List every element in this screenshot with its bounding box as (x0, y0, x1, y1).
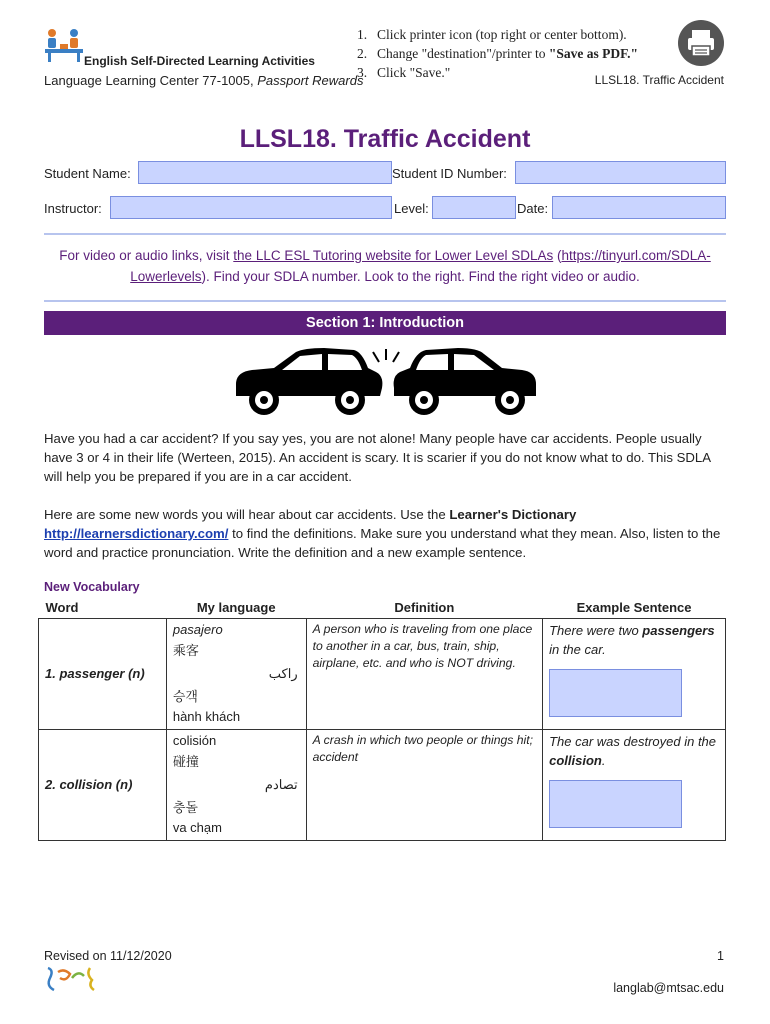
divider (44, 233, 726, 235)
llc-logo (44, 27, 84, 63)
arabic-translation: تصادم (264, 776, 298, 792)
header-right-label: LLSL18. Traffic Accident (594, 73, 724, 87)
korean-translation: 충돌 (172, 799, 198, 815)
vocabulary-table (38, 598, 726, 841)
divider (44, 300, 726, 302)
contact-email: langlab@mtsac.edu (613, 981, 724, 995)
chinese-translation: 碰撞 (172, 753, 199, 769)
student-name-label: Student Name: (44, 166, 131, 181)
vocab-example: There were two passengers in the car. (543, 618, 726, 729)
student-id-field[interactable] (515, 161, 726, 184)
instruction-1: 1. Click printer icon (top right or center bottom). (357, 27, 627, 42)
arabic-translation: راكب (268, 665, 298, 681)
page-title: LLSL18. Traffic Accident (239, 125, 531, 153)
table-row (39, 729, 726, 840)
vietnamese-translation: hành khách (172, 708, 241, 724)
col-header-example: Example Sentence (543, 598, 726, 618)
student-id-label: Student ID Number: (392, 166, 507, 181)
vocab-definition: A person who is traveling from one place to another in a car, bus, train, ship, airplane, etc. and who is NOT driving. (306, 618, 542, 729)
col-header-language: My language (166, 598, 306, 618)
car-crash-illustration (234, 348, 538, 416)
vocab-instructions: Here are some new words you will hear about car accidents. Use the Learner's Dictionary http://learnersdictionary.com/ to find the definitions. Make sure you understand what they mean. Also, listen to the word and practice pronunciation. Write the definition and a new example sentence. (44, 507, 721, 560)
new-vocabulary-label: New Vocabulary (44, 580, 140, 594)
date-field[interactable] (552, 196, 726, 219)
vocab-example: The car was destroyed in the collision. (543, 729, 726, 840)
chinese-translation: 乘客 (172, 642, 199, 658)
instruction-2: 2. Change "destination"/printer to "Save as PDF." (357, 46, 638, 61)
page-number: 1 (717, 949, 724, 963)
vocab-word: 2. collision (n) (39, 729, 167, 840)
spanish-translation: pasajero (172, 621, 223, 637)
video-links-note: For video or audio links, visit the LLC ESL Tutoring website for Lower Level SDLAs (https://tinyurl.com/SDLA-Lowerlevels). Find your SDLA number. Look to the right. Find the right video or audio. (59, 248, 711, 284)
korean-translation: 승객 (172, 688, 198, 704)
spanish-translation: colisión (172, 732, 217, 748)
example-sentence-field[interactable] (549, 669, 682, 717)
instructor-field[interactable] (110, 196, 392, 219)
vietnamese-translation: va chạm (172, 819, 222, 835)
example-sentence-field[interactable] (549, 780, 682, 828)
footer-logo (44, 964, 98, 994)
revised-date: Revised on 11/12/2020 (44, 949, 172, 963)
instructor-label: Instructor: (44, 201, 102, 216)
learners-dictionary-link[interactable]: http://learnersdictionary.com/ (44, 526, 229, 541)
level-field[interactable] (432, 196, 516, 219)
intro-paragraph: Have you had a car accident? If you say yes, you are not alone! Many people have car accidents. People usually have 3 or 4 in their life (Werteen, 2015). An accident is scary. It is scarier if you do not know what to do. This SDLA will help you be prepared if you are in a car accident. (44, 431, 711, 484)
printer-icon[interactable] (678, 20, 724, 66)
header-title: English Self-Directed Learning Activities (84, 54, 315, 68)
col-header-definition: Definition (306, 598, 542, 618)
table-header-row (39, 598, 726, 618)
section-1-header: Section 1: Introduction (44, 311, 726, 335)
header-subtitle: Language Learning Center 77-1005, Passport Rewards (44, 73, 364, 88)
vocab-translations (166, 729, 306, 840)
table-row (39, 618, 726, 729)
date-label: Date: (517, 201, 549, 216)
tutoring-site-link[interactable]: the LLC ESL Tutoring website for Lower Level SDLAs (233, 248, 554, 263)
vocab-word: 1. passenger (n) (39, 618, 167, 729)
vocab-definition: A crash in which two people or things hit; accident (306, 729, 542, 840)
instruction-3: 3. Click "Save." (357, 65, 451, 80)
col-header-word: Word (39, 598, 167, 618)
vocab-translations (166, 618, 306, 729)
level-label: Level: (394, 201, 429, 216)
student-name-field[interactable] (138, 161, 392, 184)
tinyurl-link[interactable]: https://tinyurl.com/SDLA-Lowerlevels (130, 248, 711, 284)
